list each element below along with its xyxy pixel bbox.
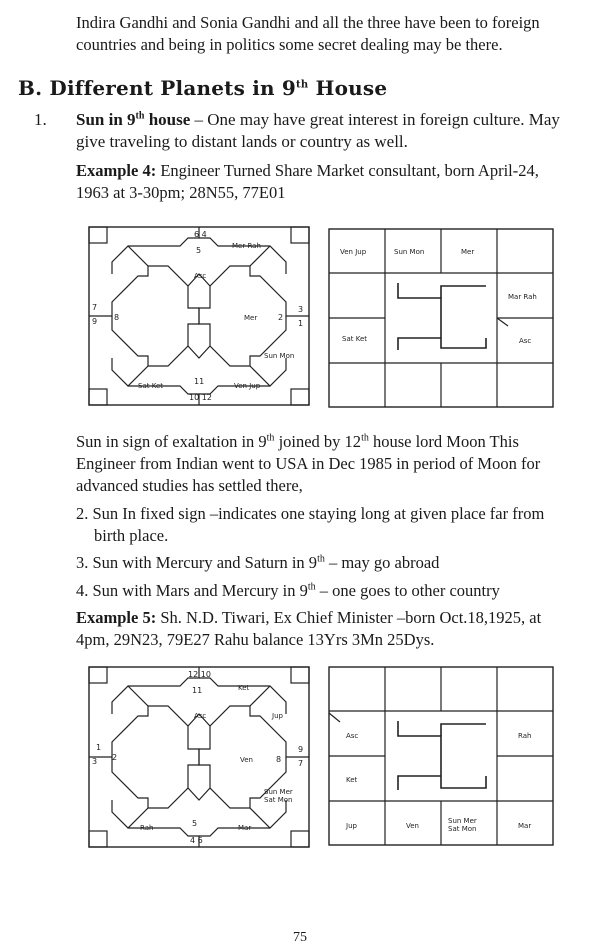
sc2-r3c0: Jup: [346, 822, 357, 830]
nc1-left-7: 7: [92, 303, 98, 312]
sc2-r3c3: Mar: [518, 822, 532, 830]
sc2-r2c0: Ket: [346, 776, 358, 784]
nc2-left-1: 1: [96, 743, 102, 752]
nc2-top-nums: 12 10: [188, 670, 211, 679]
sc2-r3c2b: Sat Mon: [448, 825, 477, 833]
sc2-r1c3: Rah: [518, 732, 532, 740]
south-chart-example5: [328, 666, 554, 846]
nc2-left-2: 2: [112, 753, 118, 762]
item-number: 1.: [34, 110, 47, 129]
nc2-bottom-nums: 4 6: [190, 836, 203, 845]
nc1-left-9: 9: [92, 317, 98, 326]
example4-line-2: 1963 at 3-30pm; 28N55, 77E01: [76, 183, 286, 202]
nc2-top-num11: 11: [192, 686, 203, 695]
sc1-r2c3: Asc: [519, 337, 532, 345]
nc2-bottom-left: Rah: [140, 824, 154, 832]
nc2-top-right: Ket: [238, 684, 250, 692]
intro-line-1: Indira Gandhi and Sonia Gandhi and all the three have been to foreign: [76, 13, 540, 32]
point-2-line-2: birth place.: [94, 526, 169, 545]
nc1-right-2: 2: [278, 313, 284, 322]
sc2-r3c1: Ven: [406, 822, 419, 830]
nc1-right-1: 1: [298, 319, 304, 328]
point-2-line-1: 2. Sun In fixed sign –indicates one staying long at given place far from: [76, 504, 545, 523]
nc2-bottom-5: 5: [192, 819, 198, 828]
example5-line-1: Example 5: Sh. N.D. Tiwari, Ex Chief Minister –born Oct.18,1925, at: [76, 608, 542, 627]
page-number: 75: [293, 930, 307, 945]
nc2-left-3: 3: [92, 757, 98, 766]
nc1-right-low: Sun Mon: [264, 352, 295, 360]
sc1-r0c2: Mer: [461, 248, 475, 256]
nc1-center-right: Mer: [244, 314, 258, 322]
sc2-r3c2a: Sun Mer: [448, 817, 477, 825]
nc2-right-low-1: Sun Mer: [264, 788, 293, 796]
nc2-right-low-2: Sat Mon: [264, 796, 293, 804]
nc1-center-top: Asc: [194, 272, 207, 280]
nc2-top-right2: Jup: [272, 712, 283, 720]
intro-line-2: countries and being in politics some secret dealing may be there.: [76, 35, 503, 54]
nc2-bottom-right: Mar: [238, 824, 252, 832]
nc2-right-7: 7: [298, 759, 304, 768]
sc1-r0c1: Sun Mon: [394, 248, 425, 256]
item1-line-2: give traveling to distant lands or country as well.: [76, 132, 408, 151]
nc2-right-9: 9: [298, 745, 304, 754]
para-line-3: advanced studies has settled there,: [76, 476, 303, 495]
para-line-2: Engineer from Indian went to USA in Dec 1985 in period of Moon for: [76, 454, 541, 473]
south-chart-example4: [328, 228, 554, 408]
para-line-1: Sun in sign of exaltation in 9th joined by 12th house lord Moon This: [76, 432, 519, 451]
nc1-bottom-11: 11: [194, 377, 205, 386]
nc1-right-3: 3: [298, 305, 304, 314]
nc1-top-nums: 6 4: [194, 230, 207, 239]
nc1-top-right: Mer Rah: [232, 242, 261, 250]
nc2-right-8: 8: [276, 755, 282, 764]
nc1-bottom-right: Ven Jup: [234, 382, 261, 390]
point-4: 4. Sun with Mars and Mercury in 9th – one goes to other country: [76, 581, 500, 600]
item1-line-1: Sun in 9th house – One may have great interest in foreign culture. May: [76, 110, 560, 129]
sc1-r0c0: Ven Jup: [340, 248, 367, 256]
example4-line-1: Example 4: Engineer Turned Share Market consultant, born April-24,: [76, 161, 539, 180]
nc1-top-num5: 5: [196, 246, 202, 255]
nc1-bottom-left: Sat Ket: [138, 382, 163, 390]
north-chart-example5: [88, 666, 310, 848]
sc1-r1c3: Mar Rah: [508, 293, 537, 301]
nc2-center-right: Ven: [240, 756, 253, 764]
sc1-r2c0: Sat Ket: [342, 335, 367, 343]
north-chart-example4: [88, 226, 310, 406]
nc1-left-8: 8: [114, 313, 120, 322]
point-3: 3. Sun with Mercury and Saturn in 9th – may go abroad: [76, 553, 440, 572]
sc2-r1c0: Asc: [346, 732, 359, 740]
example5-line-2: 4pm, 29N23, 79E27 Rahu balance 13Yrs 3Mn 25Dys.: [76, 630, 435, 649]
section-heading: B. Different Planets in 9th House: [18, 76, 388, 100]
nc2-center-top: Asc: [194, 712, 207, 720]
nc1-bottom-nums: 10 12: [189, 393, 212, 402]
